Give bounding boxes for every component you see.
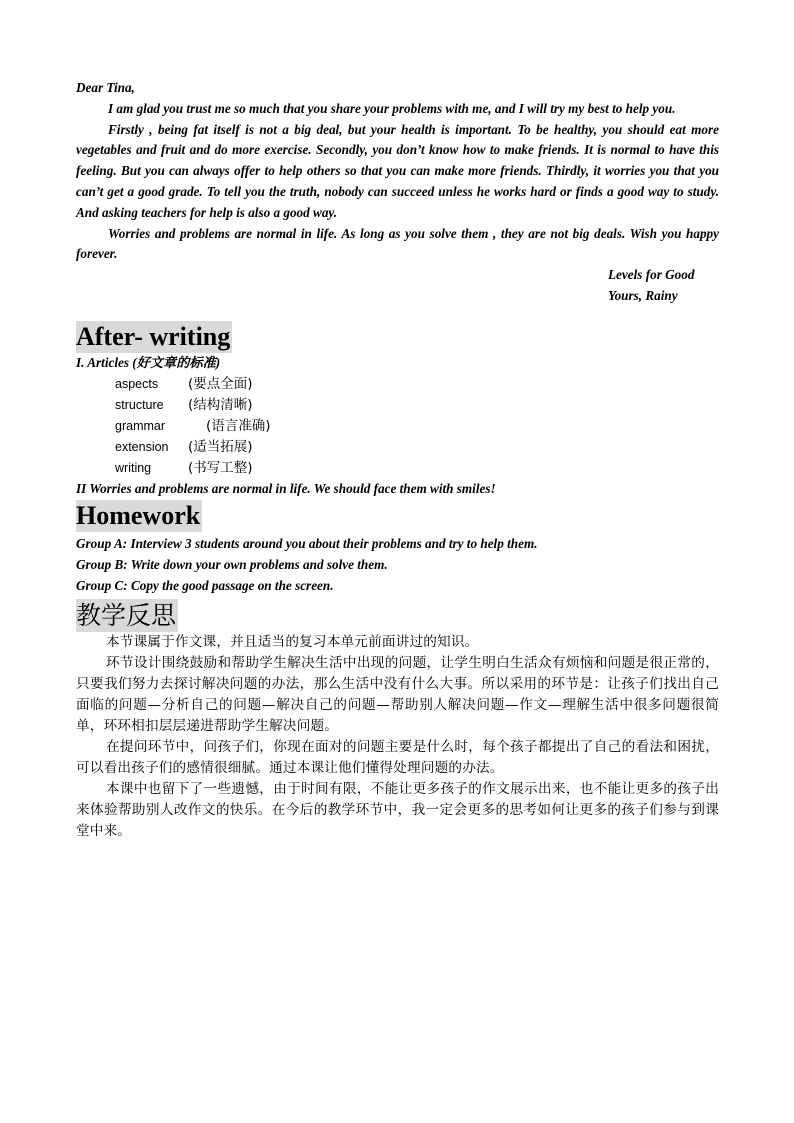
letter-paragraph: Worries and problems are normal in life. As long as you solve them , they are not big deals. Wish you happy forever.	[76, 225, 719, 262]
document-page	[76, 78, 719, 842]
criteria-term: writing	[115, 460, 152, 475]
criteria-description: (结构清晰)	[188, 396, 253, 413]
reflection-paragraph: 在提问环节中，问孩子们，你现在面对的问题主要是什么时，每个孩子都提出了自己的看法和困扰，可以看出孩子们的感情很细腻。通过本课让他们懂得处理问题的办法。	[76, 738, 719, 776]
criteria-item	[76, 437, 719, 458]
criteria-item	[76, 458, 719, 479]
reflection-paragraph: 本课中也留下了一些遗憾，由于时间有限，不能让更多孩子的作文展示出来，也不能让更多的孩子出来体验帮助别人改作文的快乐。在今后的教学环节中，我一定会更多的思考如何让更多的孩子们参与到课堂中来。	[76, 780, 719, 839]
criteria-term: structure	[115, 397, 164, 412]
criteria-description: (适当拓展)	[188, 438, 253, 455]
criteria-description: (语言准确)	[206, 417, 271, 434]
homework-group-a: Group A: Interview 3 students around you about their problems and try to help them.	[76, 536, 538, 552]
homework-group-b: Group B: Write down your own problems and solve them.	[76, 557, 388, 573]
homework-group-c: Group C: Copy the good passage on the screen.	[76, 577, 334, 593]
letter-salutation: Dear Tina,	[76, 80, 135, 95]
letter-closing-line-2: Yours, Rainy	[608, 287, 678, 303]
teaching-reflection-heading: 教学反思	[76, 600, 177, 630]
after-writing-heading: After- writing	[76, 321, 231, 351]
articles-criteria-list	[76, 374, 719, 479]
articles-title: I. Articles (好文章的标准)	[76, 354, 221, 370]
worries-note: II Worries and problems are normal in life. We should face them with smiles!	[76, 480, 496, 496]
letter-closing-line-1: Levels for Good	[608, 267, 695, 283]
criteria-term: aspects	[115, 376, 159, 391]
criteria-item	[76, 374, 719, 395]
reflection-paragraph: 环节设计围绕鼓励和帮助学生解决生活中出现的问题，让学生明白生活众有烦恼和问题是很正常的，只要我们努力去探讨解决问题的办法，那么生活中没有什么大事。所以采用的环节是：让孩子们找出自己面临的问题—分析自己的问题—解决自己的问题—帮助别人解决问题—作文—理解生活中很多问题很简单，环环相扣层层递进帮助学生解决问题。	[76, 654, 719, 734]
criteria-term: grammar	[115, 418, 166, 433]
criteria-term: extension	[115, 439, 169, 454]
teaching-reflection-body	[76, 632, 719, 842]
letter-paragraph: I am glad you trust me so much that you share your problems with me, and I will try my best to help you.	[108, 100, 676, 116]
letter	[76, 78, 719, 307]
criteria-item	[76, 395, 719, 416]
homework-heading: Homework	[76, 501, 201, 531]
reflection-paragraph: 本节课属于作文课，并且适当的复习本单元前面讲过的知识。	[106, 633, 479, 650]
homework-groups	[76, 534, 719, 596]
letter-paragraph: Firstly , being fat itself is not a big deal, but your health is important. To be healthy, you should eat more vegetables and fruit and do more exercise. Secondly, you don’t know how to make friends. It is normal to have this feeling. But you can always offer to help others so that you can make more friends. Thirdly, it worries you that you can’t get a good grade. To tell you the truth, nobody can succeed unless he works hard or finds a good way to study. And asking teachers for help is also a good way.	[76, 121, 719, 220]
criteria-item	[76, 416, 719, 437]
criteria-description: (书写工整)	[188, 459, 253, 476]
criteria-description: (要点全面)	[188, 375, 253, 392]
